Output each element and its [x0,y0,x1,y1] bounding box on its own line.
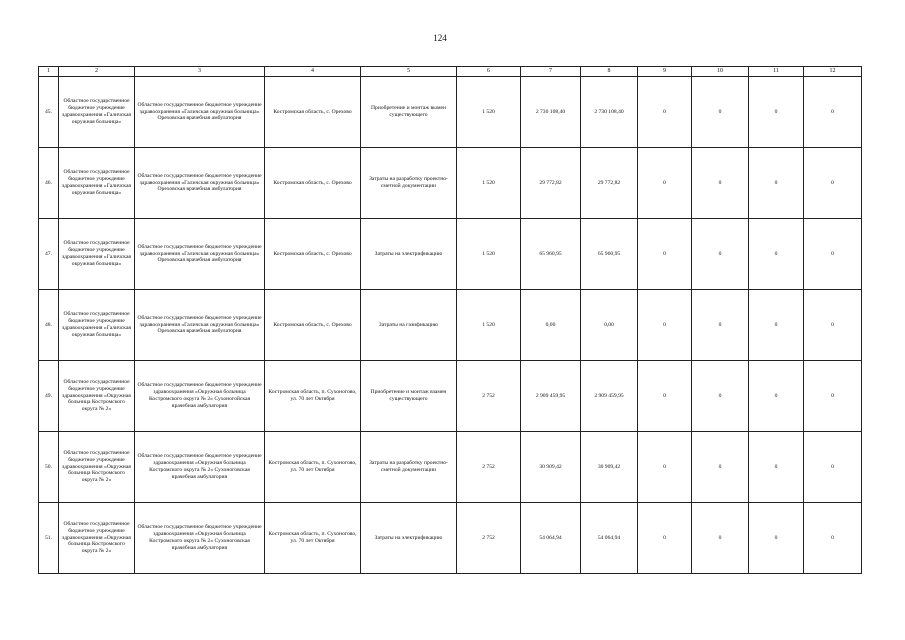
column-header: 8 [581,67,638,77]
code-cell: 2 752 [457,361,521,432]
table-row [39,148,862,219]
value-cell: 0 [692,503,749,574]
value-cell: 0 [749,148,804,219]
facility-cell: Областное государственное бюджетное учреждение здравоохранения «Окружная больница Костромского округа № 2» Сухоноговская врачебная амбулатория [135,503,265,574]
value-cell: 0 [692,219,749,290]
table-row [39,219,862,290]
value-cell: 0 [804,432,862,503]
facility-cell: Областное государственное бюджетное учреждение здравоохранения «Окружная больница Костромского округа № 2» Сухоногойская врачебная амбулатория [135,361,265,432]
value-cell: 0 [749,432,804,503]
amount-cell: 30 909,42 [581,432,638,503]
row-number: 50. [39,432,59,503]
value-cell: 0 [692,290,749,361]
value-cell: 0 [638,503,692,574]
address-cell: Костромская область, с. Орехово [265,77,361,148]
value-cell: 0 [749,503,804,574]
amount-cell: 65 960,95 [581,219,638,290]
value-cell: 0 [692,361,749,432]
column-header: 3 [135,67,265,77]
value-cell: 0 [692,77,749,148]
column-header: 2 [59,67,135,77]
column-header: 5 [361,67,457,77]
table-row [39,432,862,503]
column-header: 11 [749,67,804,77]
owner-cell: Областное государственное бюджетное учреждение здравоохранения «Окружная больница Костромского округа № 2» [59,361,135,432]
value-cell: 0 [804,361,862,432]
page-number: 124 [433,33,447,43]
owner-cell: Областное государственное бюджетное учреждение здравоохранения «Галичская окружная больница» [59,219,135,290]
facility-cell: Областное государственное бюджетное учреждение здравоохранения «Галичская окружная больница» Ореховская врачебная амбулатория [135,148,265,219]
amount-total-cell: 0,00 [521,290,581,361]
data-table [38,66,862,574]
row-number: 48. [39,290,59,361]
address-cell: Костромская область, п. Сухоногово, ул. 70 лет Октября [265,503,361,574]
value-cell: 0 [692,148,749,219]
column-header: 10 [692,67,749,77]
purpose-cell: Затраты на электрификацию [361,503,457,574]
purpose-cell: Затраты на электрификацию [361,219,457,290]
value-cell: 0 [804,77,862,148]
facility-cell: Областное государственное бюджетное учреждение здравоохранения «Окружная больница Костромского округа № 2» Сухоноговская врачебная амбулатория [135,432,265,503]
owner-cell: Областное государственное бюджетное учреждение здравоохранения «Окружная больница Костромского округа № 2» [59,432,135,503]
value-cell: 0 [638,77,692,148]
row-number: 51. [39,503,59,574]
table-row [39,361,862,432]
address-cell: Костромская область, с. Орехово [265,148,361,219]
purpose-cell: Затраты на газификацию [361,290,457,361]
value-cell: 0 [804,219,862,290]
code-cell: 1 520 [457,290,521,361]
owner-cell: Областное государственное бюджетное учреждение здравоохранения «Галичская окружная больница» [59,77,135,148]
value-cell: 0 [804,290,862,361]
facility-cell: Областное государственное бюджетное учреждение здравоохранения «Галичская окружная больница» Ореховская врачебная амбулатория [135,219,265,290]
value-cell: 0 [749,219,804,290]
value-cell: 0 [749,361,804,432]
row-number: 46. [39,148,59,219]
owner-cell: Областное государственное бюджетное учреждение здравоохранения «Галичская окружная больница» [59,290,135,361]
purpose-cell: Приобретение и монтаж взамен существующего [361,361,457,432]
purpose-cell: Приобретение и монтаж вымен существующего [361,77,457,148]
facility-cell: Областное государственное бюджетное учреждение здравоохранения «Галичская окружная больница» Ореховская врачебная амбулатория [135,77,265,148]
amount-total-cell: 29 772,82 [521,148,581,219]
owner-cell: Областное государственное бюджетное учреждение здравоохранения «Галичская окружная больница» [59,148,135,219]
value-cell: 0 [749,290,804,361]
column-header: 1 [39,67,59,77]
table-row [39,503,862,574]
column-header: 7 [521,67,581,77]
amount-cell: 2 730 108,40 [581,77,638,148]
table-body [39,77,862,574]
amount-cell: 54 064,94 [581,503,638,574]
amount-total-cell: 2 730 108,40 [521,77,581,148]
purpose-cell: Затраты на разработку проектно-сметной документации [361,148,457,219]
row-number: 45. [39,77,59,148]
table-row [39,290,862,361]
code-cell: 2 752 [457,503,521,574]
amount-total-cell: 2 909 459,95 [521,361,581,432]
amount-cell: 0,00 [581,290,638,361]
column-header: 6 [457,67,521,77]
column-header: 12 [804,67,862,77]
code-cell: 1 520 [457,148,521,219]
code-cell: 2 752 [457,432,521,503]
row-number: 47. [39,219,59,290]
facility-cell: Областное государственное бюджетное учреждение здравоохранения «Галичская окружная больница» Ореховская врачебная амбулатория [135,290,265,361]
header-row [39,67,862,77]
value-cell: 0 [638,148,692,219]
purpose-cell: Затраты на разработку проектно-сметной документации [361,432,457,503]
code-cell: 1 520 [457,77,521,148]
code-cell: 1 520 [457,219,521,290]
value-cell: 0 [804,148,862,219]
value-cell: 0 [692,432,749,503]
amount-total-cell: 30 909,42 [521,432,581,503]
value-cell: 0 [638,432,692,503]
amount-cell: 29 772,82 [581,148,638,219]
address-cell: Костромская область, п. Сухоногово, ул. 70 лет Октября [265,432,361,503]
value-cell: 0 [638,290,692,361]
address-cell: Костромская область, п. Сухоногово, ул. 70 лет Октября [265,361,361,432]
table-row [39,77,862,148]
address-cell: Костромская область, с. Орехово [265,219,361,290]
value-cell: 0 [638,361,692,432]
amount-total-cell: 54 064,94 [521,503,581,574]
address-cell: Костромская область, с. Орехово [265,290,361,361]
amount-total-cell: 65 960,95 [521,219,581,290]
column-header: 4 [265,67,361,77]
value-cell: 0 [804,503,862,574]
amount-cell: 2 909 459,95 [581,361,638,432]
column-header: 9 [638,67,692,77]
row-number: 49. [39,361,59,432]
owner-cell: Областное государственное бюджетное учреждение здравоохранения «Окружная больница Костромского округа № 2» [59,503,135,574]
value-cell: 0 [749,77,804,148]
value-cell: 0 [638,219,692,290]
